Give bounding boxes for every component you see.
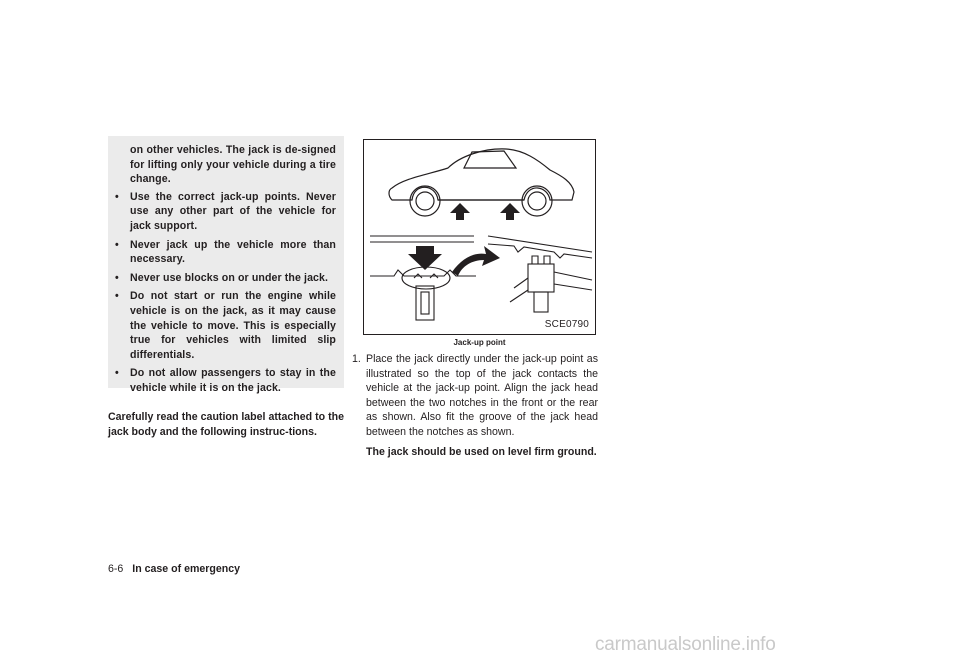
page-number: 6-6	[108, 563, 124, 575]
car-jack-diagram	[364, 140, 597, 336]
intro-paragraph: Carefully read the caution label attached to the jack body and the following instruc-tions.	[108, 411, 344, 438]
caution-bullet	[112, 238, 336, 267]
bullet-text: Do not start or run the engine while vehicle is on the jack, as it may cause the vehicle to move. This is especially true for vehicles with limited slip differentials.	[130, 290, 336, 361]
bullet-icon: •	[115, 367, 119, 380]
curved-arrow-icon	[452, 246, 500, 276]
figure-code: SCE0790	[544, 319, 589, 330]
instruction-step	[352, 352, 598, 459]
jack-up-point-illustration	[363, 139, 596, 335]
bullet-text: Use the correct jack-up points. Never use any other part of the vehicle for jack support.	[130, 190, 336, 232]
arrow-up-icon	[450, 203, 470, 220]
bullet-icon: •	[115, 238, 119, 251]
bullet-icon: •	[115, 271, 119, 284]
section-title: In case of emergency	[132, 563, 241, 575]
arrow-down-icon	[408, 246, 442, 270]
front-wheel	[410, 186, 440, 216]
car-silhouette	[389, 149, 574, 200]
caution-bullet	[112, 190, 336, 234]
bullet-icon: •	[115, 290, 119, 303]
bullet-text: Do not allow passengers to stay in the vehicle while it is on the jack.	[130, 367, 336, 394]
caution-lead: on other vehicles. The jack is de-signed for lifting only your vehicle during a tire change.	[130, 144, 336, 186]
bullet-text: Never use blocks on or under the jack.	[130, 271, 329, 284]
step-text: Place the jack directly under the jack-up point as illustrated so the top of the jack contacts the vehicle at the jack-up point. Align the jack head between the two notches in the front or the rear as shown. Also fit the groove of the jack head between the notches as shown.	[366, 353, 598, 438]
step-note: The jack should be used on level firm ground.	[366, 445, 597, 458]
figure-caption: Jack-up point	[453, 338, 506, 347]
rear-wheel	[522, 186, 552, 216]
arrow-up-icon	[500, 203, 520, 220]
caution-bullet	[112, 271, 336, 286]
bullet-text: Never jack up the vehicle more than necessary.	[130, 238, 336, 266]
step-number: 1.	[352, 353, 361, 365]
bullet-icon: •	[115, 190, 119, 203]
caution-text	[112, 143, 336, 400]
watermark: carmanualsonline.info	[595, 634, 776, 655]
page-footer	[108, 563, 240, 575]
caution-bullet	[112, 289, 336, 362]
caution-bullet	[112, 366, 336, 395]
jack-head	[528, 264, 554, 292]
